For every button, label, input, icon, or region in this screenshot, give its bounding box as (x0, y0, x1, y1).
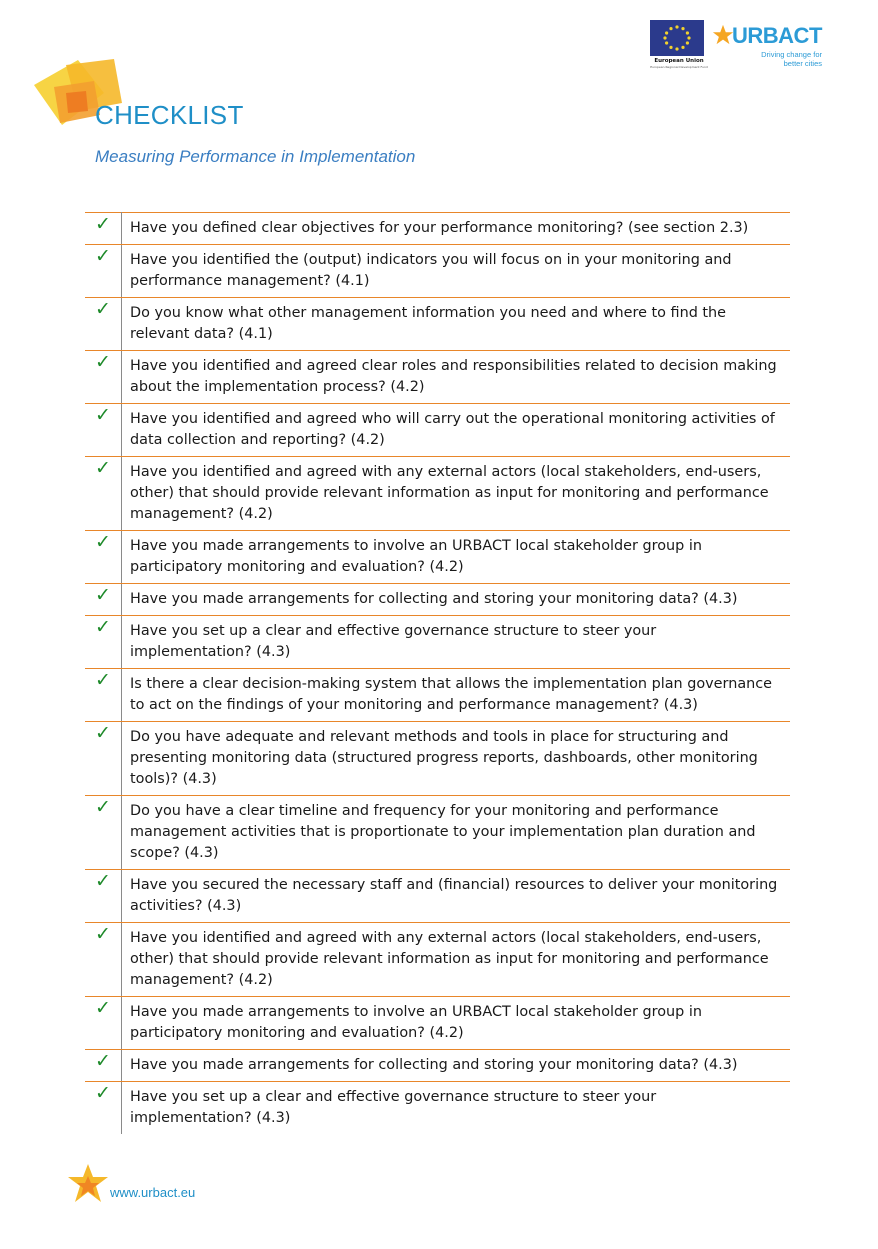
checklist-item-text: Have you defined clear objectives for your performance monitoring? (see section 2.3) (122, 213, 791, 245)
check-mark-icon: ✓ (85, 245, 122, 298)
checklist-item-text: Have you identified the (output) indicators you will focus on in your monitoring and performance management? (4.1) (122, 245, 791, 298)
checklist-row (85, 923, 790, 997)
urbact-tagline-line2: better cities (783, 59, 822, 68)
logos (650, 20, 840, 76)
check-mark-icon: ✓ (85, 669, 122, 722)
check-mark-icon: ✓ (85, 1082, 122, 1135)
urbact-star-icon (712, 24, 734, 46)
check-mark-icon: ✓ (85, 298, 122, 351)
checklist-item-text: Have you made arrangements to involve an URBACT local stakeholder group in participatory monitoring and evaluation? (4.2) (122, 997, 791, 1050)
footer-website-link[interactable]: www.urbact.eu (110, 1185, 196, 1200)
checklist-item-text: Do you have adequate and relevant methods and tools in place for structuring and presenting monitoring data (structured progress reports, dashboards, other monitoring tools)? (4.3) (122, 722, 791, 796)
page-title: CHECKLIST (95, 100, 244, 130)
checklist-item-text: Have you identified and agreed clear roles and responsibilities related to decision making about the implementation process? (4.2) (122, 351, 791, 404)
checklist-row (85, 796, 790, 870)
checklist-table (85, 212, 790, 1134)
check-mark-icon: ✓ (85, 923, 122, 997)
checklist-item-text: Have you identified and agreed who will carry out the operational monitoring activities of data collection and reporting? (4.2) (122, 404, 791, 457)
checklist-item-text: Have you identified and agreed with any external actors (local stakeholders, end-users, other) that should provide relevant information as input for monitoring and performance management? (4.2) (122, 923, 791, 997)
checklist-row (85, 584, 790, 616)
urbact-logo-text: URBACT (732, 23, 822, 48)
checklist-row (85, 669, 790, 722)
urbact-tagline-line1: Driving change for (761, 50, 822, 59)
check-mark-icon: ✓ (85, 531, 122, 584)
page-subtitle: Measuring Performance in Implementation (95, 147, 416, 166)
eu-label: European Union (654, 58, 704, 64)
check-mark-icon: ✓ (85, 351, 122, 404)
check-mark-icon: ✓ (85, 213, 122, 245)
eu-sublabel: European Regional Development Fund (650, 65, 708, 69)
check-mark-icon: ✓ (85, 997, 122, 1050)
check-mark-icon: ✓ (85, 722, 122, 796)
checklist-row (85, 351, 790, 404)
checklist-row (85, 997, 790, 1050)
checklist-row (85, 298, 790, 351)
checklist-item-text: Is there a clear decision-making system that allows the implementation plan governance to act on the findings of your monitoring and performance management? (4.3) (122, 669, 791, 722)
check-mark-icon: ✓ (85, 796, 122, 870)
checklist-item-text: Have you secured the necessary staff and (financial) resources to deliver your monitoring activities? (4.3) (122, 870, 791, 923)
checklist-item-text: Have you made arrangements to involve an URBACT local stakeholder group in participatory monitoring and evaluation? (4.2) (122, 531, 791, 584)
checklist-row (85, 213, 790, 245)
checklist-row (85, 531, 790, 584)
check-mark-icon: ✓ (85, 404, 122, 457)
checklist-item-text: Have you set up a clear and effective governance structure to steer your implementation? (4.3) (122, 616, 791, 669)
urbact-tagline (742, 50, 822, 68)
checklist-row (85, 404, 790, 457)
checklist-row (85, 616, 790, 669)
checklist-item-text: Have you identified and agreed with any external actors (local stakeholders, end-users, other) that should provide relevant information as input for monitoring and performance management? (4.2) (122, 457, 791, 531)
checklist-item-text: Do you have a clear timeline and frequency for your monitoring and performance management activities that is proportionate to your implementation plan duration and scope? (4.3) (122, 796, 791, 870)
checklist-row (85, 1050, 790, 1082)
checklist-row (85, 722, 790, 796)
eu-flag-icon (650, 20, 704, 56)
checklist-row (85, 245, 790, 298)
checklist-item-text: Have you made arrangements for collecting and storing your monitoring data? (4.3) (122, 584, 791, 616)
check-mark-icon: ✓ (85, 584, 122, 616)
check-mark-icon: ✓ (85, 1050, 122, 1082)
checklist-row (85, 457, 790, 531)
checklist-item-text: Have you made arrangements for collecting and storing your monitoring data? (4.3) (122, 1050, 791, 1082)
checklist-row (85, 870, 790, 923)
check-mark-icon: ✓ (85, 870, 122, 923)
check-mark-icon: ✓ (85, 616, 122, 669)
checklist-row (85, 1082, 790, 1135)
checklist-item-text: Have you set up a clear and effective governance structure to steer your implementation? (4.3) (130, 1089, 657, 1126)
footer-star-icon (66, 1162, 114, 1206)
check-mark-icon: ✓ (85, 457, 122, 531)
checklist-item-text: Do you know what other management information you need and where to find the relevant data? (4.1) (122, 298, 791, 351)
